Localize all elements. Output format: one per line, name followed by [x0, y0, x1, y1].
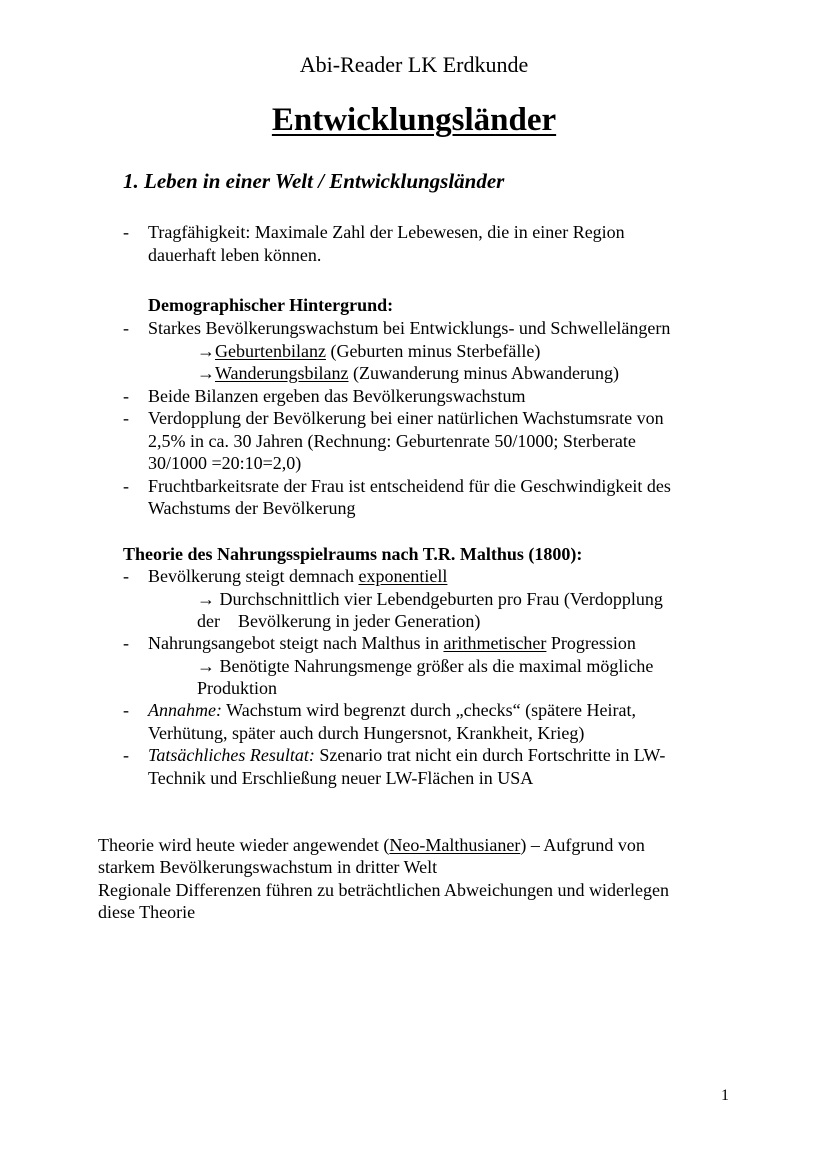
neo-malthusianer-term: Neo-Malthusianer	[389, 835, 521, 855]
demographic-bullet-4-line-1: Fruchtbarkeitsrate der Frau ist entscheidend für die Geschwindigkeit des	[148, 476, 671, 496]
bullet-dash: -	[123, 318, 129, 338]
malthus-bullet-3-text: Wachstum wird begrenzt durch „checks“ (spätere Heirat,	[221, 700, 637, 720]
geburtenbilanz-term: Geburtenbilanz	[215, 341, 326, 361]
malthus-heading: Theorie des Nahrungsspielraums nach T.R. Malthus (1800):	[123, 544, 583, 564]
annahme-label: Annahme:	[148, 700, 222, 720]
bullet-dash: -	[123, 476, 129, 496]
conclusion-line-1-text: Theorie wird heute wieder angewendet (	[98, 835, 390, 855]
tragfaehigkeit-line-1: Tragfähigkeit: Maximale Zahl der Lebewesen, die in einer Region	[148, 222, 625, 242]
malthus-bullet-4	[148, 744, 665, 766]
malthus-bullet-4-line-2: Technik und Erschließung neuer LW-Flächen in USA	[148, 768, 534, 788]
conclusion-line-2: starkem Bevölkerungswachstum in dritter Welt	[98, 857, 438, 877]
page-number: 1	[721, 1087, 729, 1104]
bullet-dash: -	[123, 633, 129, 653]
malthus-bullet-2-text: Nahrungsangebot steigt nach Malthus in	[148, 633, 444, 653]
demographic-bullet-3-line-2: 2,5% in ca. 30 Jahren (Rechnung: Geburtenrate 50/1000; Sterberate	[148, 431, 636, 451]
malthus-bullet-2-end: Progression	[546, 633, 636, 653]
wanderungsbilanz-line	[197, 362, 619, 384]
conclusion-line-1	[98, 834, 645, 856]
section-heading: 1. Leben in einer Welt / Entwicklungsländer	[123, 169, 505, 193]
wanderungsbilanz-desc: (Zuwanderung minus Abwanderung)	[348, 363, 619, 383]
bullet-dash: -	[123, 408, 129, 428]
document-header: Abi-Reader LK Erdkunde	[299, 52, 529, 77]
malthus-bullet-1-text: Bevölkerung steigt demnach	[148, 566, 359, 586]
page-title: Entwicklungsländer	[271, 102, 557, 138]
conclusion-line-3: Regionale Differenzen führen zu beträchtlichen Abweichungen und widerlegen	[98, 880, 669, 900]
malthus-bullet-1-sub-line-1: → Durchschnittlich vier Lebendgeburten pro Frau (Verdopplung	[197, 589, 663, 609]
malthus-bullet-4-text: Szenario trat nicht ein durch Fortschritte in LW-	[314, 745, 666, 765]
demographic-heading: Demographischer Hintergrund:	[148, 295, 394, 315]
malthus-bullet-2-sub-line-2: Produktion	[197, 678, 278, 698]
malthus-bullet-2-sub-line-1: → Benötigte Nahrungsmenge größer als die maximal mögliche	[197, 656, 654, 676]
resultat-label: Tatsächliches Resultat:	[148, 745, 315, 765]
demographic-bullet-4-line-2: Wachstums der Bevölkerung	[148, 498, 356, 518]
malthus-bullet-1-sub-line-2-text: der Bevölkerung in jeder Generation)	[197, 611, 481, 631]
malthus-bullet-1	[148, 565, 447, 587]
arrow-icon: →	[197, 341, 215, 361]
arithmetischer-term: arithmetischer	[443, 633, 547, 653]
bullet-dash: -	[123, 566, 129, 586]
geburtenbilanz-desc: (Geburten minus Sterbefälle)	[325, 341, 541, 361]
demographic-bullet-3-line-1: Verdopplung der Bevölkerung bei einer natürlichen Wachstumsrate von	[148, 408, 664, 428]
exponentiell-term: exponentiell	[358, 566, 448, 586]
geburtenbilanz-line	[197, 340, 540, 362]
wanderungsbilanz-term: Wanderungsbilanz	[215, 363, 349, 383]
demographic-bullet-1: Starkes Bevölkerungswachstum bei Entwicklungs- und Schwellelängern	[148, 318, 671, 338]
malthus-bullet-3-line-2: Verhütung, später auch durch Hungersnot, Krankheit, Krieg)	[148, 723, 585, 743]
tragfaehigkeit-line-2: dauerhaft leben können.	[148, 245, 322, 265]
bullet-dash: -	[123, 386, 129, 406]
conclusion-line-1-end: ) – Aufgrund von	[520, 835, 645, 855]
conclusion-line-4: diese Theorie	[98, 902, 196, 922]
bullet-dash: -	[123, 222, 129, 242]
demographic-bullet-3-line-3: 30/1000 =20:10=2,0)	[148, 453, 302, 473]
demographic-bullet-2: Beide Bilanzen ergeben das Bevölkerungswachstum	[148, 386, 526, 406]
malthus-bullet-2	[148, 632, 636, 654]
malthus-bullet-3	[148, 699, 636, 721]
arrow-icon: →	[197, 363, 215, 383]
bullet-dash: -	[123, 700, 129, 720]
bullet-dash: -	[123, 745, 129, 765]
malthus-bullet-1-sub-line-2	[197, 610, 480, 632]
